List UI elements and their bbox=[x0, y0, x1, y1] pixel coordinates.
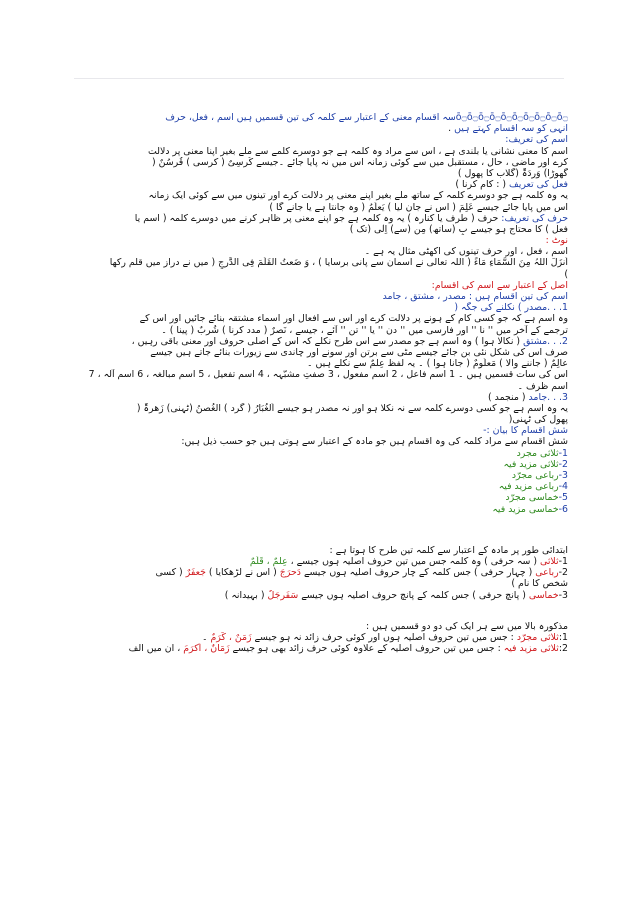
text-line bbox=[72, 504, 568, 515]
text-segment: جامد bbox=[528, 391, 548, 403]
text-segment: خماسی مجرّد bbox=[505, 492, 559, 504]
text-segment: 1: bbox=[558, 631, 568, 643]
text-segment: صرف اس کی شکل نئی بن جائے جیسے مٹی سے برتن اور سونے اور چاندی سے زیورات بنائے جاتے ہیں جیسے bbox=[150, 346, 568, 358]
text-line bbox=[72, 403, 568, 414]
text-segment: ثلاثی مزید فیہ bbox=[503, 643, 559, 655]
text-line bbox=[72, 157, 568, 168]
text-segment: 2: bbox=[558, 643, 568, 655]
text-segment: ( چہار حرفی ) جس کلمہ کے چار حروف اصلیہ ہوں جیسے bbox=[300, 567, 536, 579]
text-segment: ( پانچ حرفی ) جس کلمہ کے پانچ حروف اصلیہ ہوں جیسے bbox=[298, 589, 529, 601]
text-line bbox=[72, 448, 568, 459]
text-segment: شش اقسام سے مراد کلمہ کی وہ اقسام ہیں جو مادہ کے اعتبار سے ہوتی ہیں جو حسب ذیل ہیں: bbox=[181, 436, 568, 448]
text-segment: . bbox=[448, 123, 455, 135]
text-segment: ( بہیدانہ ) bbox=[224, 589, 268, 601]
page-top-rule bbox=[74, 78, 564, 79]
text-line bbox=[72, 257, 568, 268]
text-segment: رباعی bbox=[535, 567, 559, 579]
text-line bbox=[72, 643, 568, 654]
text-segment: ( منجمد ) bbox=[488, 391, 529, 403]
text-segment: 2- bbox=[558, 458, 568, 470]
text-line bbox=[72, 190, 568, 201]
text-segment: فعل ) کا محتاج ہو جیسے بِ (ساتھ) مِن (سے) اِلٰی (تک ) bbox=[349, 223, 568, 235]
text-segment: اسم کی تین اقسام ہیں : مصدر ، مشتق ، جامد bbox=[382, 291, 568, 302]
text-segment: یہ وہ کلمہ ہے جو دوسرے کلمہ کے ساتھ ملے بغیر اپنے معنی پر دلالت کرے اور تینوں میں سے کوئی ایک زمانہ bbox=[148, 190, 568, 202]
text-segment: اسم کی تعریف: bbox=[505, 134, 568, 146]
text-segment: ( کسی bbox=[155, 567, 186, 579]
text-segment: شش اقسام کا بیان :- bbox=[483, 425, 568, 437]
text-segment: ترجمے کے آخر میں '' نا '' اور فارسی میں '' دن '' یا '' تن '' آئے ، جیسے ، نَصرٌ ( مدد کرنا ) شُربٌ ( پینا ) ۔ bbox=[161, 324, 568, 336]
text-segment: زَمَانٌ ، اَکرَمَ bbox=[183, 643, 230, 655]
text-segment: 1. . .مصدر ) نکلنے کی جگہ ( bbox=[454, 302, 568, 314]
text-segment: شخص کا نام ) bbox=[511, 578, 568, 590]
text-segment: اس میں پایا جائے جیسے عَلِمَ ( اس نے جان لیا ) یَعلَمُ ( وہ جانتا ہے یا جانے گا ) bbox=[269, 201, 568, 213]
text-segment: ( سہ حرفی ) وہ کلمہ جس میں تین حروف اصلیہ ہوں جیسے ، bbox=[287, 555, 540, 567]
text-line bbox=[72, 545, 568, 556]
text-segment: ۔ bbox=[201, 631, 211, 643]
text-line bbox=[72, 336, 568, 347]
text-line bbox=[72, 414, 568, 425]
text-segment: فعل کی تعریف bbox=[509, 179, 568, 191]
text-segment: عِلمٌ ، قَلَمٌ bbox=[249, 555, 288, 567]
text-line bbox=[72, 578, 568, 589]
text-segment: ثلاثی مزید فیہ bbox=[503, 458, 559, 470]
block-spacer bbox=[72, 515, 568, 545]
text-line bbox=[72, 470, 568, 481]
text-line bbox=[72, 425, 568, 436]
text-line bbox=[72, 302, 568, 313]
text-line bbox=[72, 291, 568, 302]
text-segment: اَنزَلَ اللہُ مِنَ السَّمَاءِ مَاءً ( اللہ تعالی نے اسمان سے پانی برسایا ) ، وَ ضَعتُ القَلَمَ فِی الدَّرجِ ( میں نے دراز میں قلم رکھا bbox=[109, 257, 568, 269]
text-line bbox=[72, 224, 568, 235]
text-segment: وہ اسم ہے کہ جو کسی کام کے ہونے پر دلالت کرے اور اس سے افعال اور اسماء مشتقہ بنائے جائیں اور اس کے bbox=[139, 313, 568, 325]
text-segment: اصل کے اعتبار سے اسم کی اقسام: bbox=[431, 279, 568, 291]
text-line bbox=[72, 313, 568, 324]
text-line bbox=[72, 492, 568, 503]
text-segment: مشتق bbox=[523, 335, 548, 347]
text-segment: یہ وہ اسم ہے جو کسی دوسرے کلمہ سے نہ نکلا ہو اور نہ مصدر ہو جیسے اَلغُبَارُ ( گرد ) الغُصنُ (ٹہنی) زَهرۃٌ ( bbox=[136, 402, 568, 414]
text-segment: گھوڑا) وَردَۃٌ (گلاب کا پھول ) bbox=[457, 167, 568, 179]
text-segment: جَعفَرٌ bbox=[185, 567, 206, 579]
text-line bbox=[72, 392, 568, 403]
text-line bbox=[72, 621, 568, 632]
text-line bbox=[72, 436, 568, 447]
text-segment: اس کی سات قسمیں ہیں ۔ 1 اسم فاعل ، 2 اسم مفعول ، 3 صفتِ مشبّہہ ، 4 اسم تفعیل ، 5 اسم مبالغہ ، 6 اسم آلہ ، 7 bbox=[88, 369, 568, 381]
text-line bbox=[72, 369, 568, 380]
text-line bbox=[72, 280, 568, 291]
text-line bbox=[72, 246, 568, 257]
text-segment: ، ان میں الف bbox=[128, 643, 184, 655]
text-segment: 3. . . bbox=[547, 391, 568, 403]
text-segment: رباعی مزید فیہ bbox=[498, 481, 559, 493]
text-segment: 4- bbox=[558, 481, 568, 493]
text-line bbox=[72, 481, 568, 492]
text-line bbox=[72, 269, 568, 280]
text-line bbox=[72, 325, 568, 336]
text-segment: حرف کی تعریف: bbox=[501, 212, 568, 224]
text-segment: ثلاثی مجرّد bbox=[516, 631, 559, 643]
text-segment: ( : کام کرنا ) bbox=[455, 179, 510, 191]
text-segment: نوٹ : bbox=[545, 235, 568, 247]
text-segment: اسم ، فعل ، اور حرف تینوں کی اکھٹی مثال یہ ہے ۔ bbox=[364, 246, 568, 258]
text-segment: 1- bbox=[558, 447, 568, 459]
text-segment: 3- bbox=[558, 589, 568, 601]
text-segment: خماسی bbox=[528, 589, 559, 601]
text-line bbox=[72, 123, 568, 134]
text-segment: کرے اور ماضی ، حال ، مستقبل میں سے کوئی زمانہ اس میں نہ پایا جائے ۔جیسے کُرسِیٌ ( کرسی ) قُرسُنٌ ( bbox=[151, 156, 568, 168]
text-segment: 2- bbox=[558, 567, 568, 579]
text-segment: ( نکالا ہوا ) وہ اسم ہے جو مصدر سے اس طرح نکلے کہ اس کے اصلی حروف اور معنی باقی رہیں ، bbox=[131, 335, 524, 347]
text-segment: ) bbox=[564, 268, 568, 280]
text-segment: ابتدائی طور پر مادہ کے اعتبار سے کلمہ تین طرح کا ہوتا ہے : bbox=[329, 544, 568, 556]
text-segment: خماسی مزید فیہ bbox=[492, 503, 559, 515]
text-segment: ( اس نے لڑھکایا ) bbox=[205, 567, 280, 579]
text-line bbox=[72, 358, 568, 369]
text-segment: انہی کو سہ اقسام کہتے ہیں bbox=[454, 123, 568, 135]
text-line bbox=[72, 202, 568, 213]
text-line bbox=[72, 134, 568, 145]
text-segment: 6- bbox=[558, 503, 568, 515]
text-line bbox=[72, 112, 568, 123]
text-line bbox=[72, 381, 568, 392]
text-segment: ثلاثی مجرد bbox=[516, 447, 559, 459]
text-segment: ثلاثی bbox=[540, 555, 559, 567]
text-line bbox=[72, 567, 568, 578]
text-line bbox=[72, 146, 568, 157]
text-line bbox=[72, 459, 568, 470]
text-segment: 3- bbox=[558, 470, 568, 481]
text-segment: : جس میں تین حروف اصلیہ ہوں اور کوئی حرف زائد نہ ہو جیسے bbox=[251, 631, 517, 643]
text-segment: 1- bbox=[558, 555, 568, 567]
text-segment: حرف ( طرف یا کنارہ ) یہ وہ کلمہ ہے جو اپنے معنی پر ظاہر کرنے میں دوسرے کلمہ ( اسم یا bbox=[134, 212, 502, 224]
text-segment: عالِمٌ ( جاننے والا ) مَعلُومٌ ( جانا ہوا ) ۔ یہ لفظ عِلمٌ سے نکلے ہیں ۔ bbox=[307, 358, 568, 370]
text-line bbox=[72, 632, 568, 643]
document-page bbox=[72, 112, 568, 654]
text-segment: رباعی مجرّد bbox=[511, 470, 559, 481]
text-segment: مذکورہ بالا میں سے ہر ایک کی دو دو قسمیں ہیں : bbox=[366, 620, 568, 632]
text-segment: : جس میں تین حروف اصلیہ کے علاوہ کوئی حرف زائد بھی ہو جیسے bbox=[229, 643, 504, 655]
text-segment: زَمَنٌ ، کَرَمٌ bbox=[210, 631, 252, 643]
text-line bbox=[72, 179, 568, 190]
text-segment: ō۝ō۝ō۝ō۝ō۝ō۝ō۝ō۝ō۝ō۝سہ اقسام معنی کے اعتبار سے کلمہ کی تین قسمیں ہیں اسم ، فعل، حرف bbox=[165, 112, 568, 123]
text-line bbox=[72, 235, 568, 246]
text-line bbox=[72, 168, 568, 179]
text-segment: پھول کی ٹہنی( bbox=[508, 414, 568, 426]
text-line bbox=[72, 347, 568, 358]
text-segment: اسم ظرف ۔ bbox=[517, 380, 568, 392]
block-spacer bbox=[72, 601, 568, 621]
text-line bbox=[72, 556, 568, 567]
text-segment: اسم کا معنی نشانی یا بلندی ہے ، اس سے مراد وہ کلمہ ہے جو دوسرے کلمے سے ملے بغیر اپنا معنی پر دلالت bbox=[147, 145, 568, 157]
text-line bbox=[72, 213, 568, 224]
text-segment: 5- bbox=[558, 492, 568, 504]
text-segment: دَحرَجَ bbox=[279, 567, 301, 579]
text-segment: سَفَرجَلٌ bbox=[267, 589, 299, 601]
text-segment: 2. . . bbox=[547, 335, 568, 347]
text-line bbox=[72, 590, 568, 601]
